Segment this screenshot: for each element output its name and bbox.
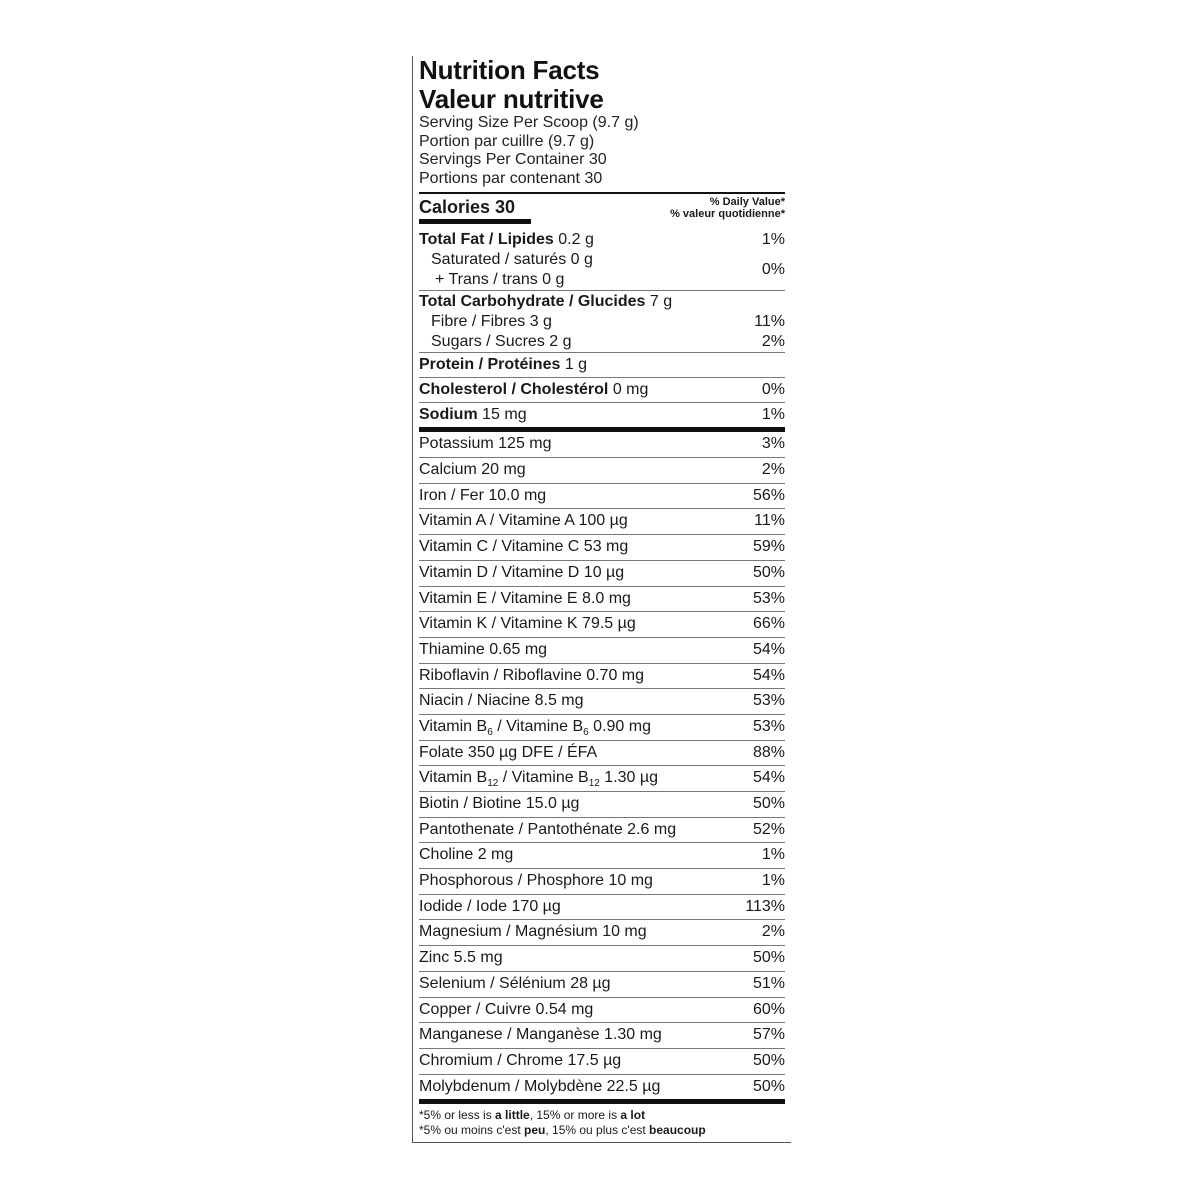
nutrient-name: Iodide / Iode 170 µg (419, 897, 561, 915)
nutrient-row (419, 972, 785, 998)
nutrient-name: Vitamin C / Vitamine C 53 mg (419, 538, 629, 556)
nutrient-pct: 50% (752, 795, 785, 812)
sodium-row (419, 403, 785, 427)
daily-value-fr: % valeur quotidienne* (670, 208, 785, 221)
nutrient-name: Vitamin E / Vitamine E 8.0 mg (419, 589, 631, 607)
sat-trans-block (419, 250, 785, 291)
nutrient-row (419, 1075, 785, 1100)
nutrient-name: Folate 350 µg DFE / ÉFA (419, 743, 598, 761)
sugars-name: Sugars / Sucres 2 g (431, 333, 572, 351)
carb-row (419, 292, 785, 312)
nutrient-pct: 53% (752, 692, 785, 710)
sat-trans-pct: 0% (761, 261, 785, 279)
carb-name: Total Carbohydrate / Glucides (419, 293, 646, 311)
nutrient-pct: 57% (752, 1026, 785, 1044)
nutrient-name: Potassium 125 mg (419, 435, 552, 453)
nutrient-pct: 50% (752, 1051, 785, 1069)
nutrient-row (419, 1049, 785, 1075)
nutrient-name: Niacin / Niacine 8.5 mg (419, 692, 584, 710)
nutrient-row (419, 689, 785, 715)
nutrient-name: Pantothenate / Pantothénate 2.6 mg (419, 820, 677, 838)
nutrient-pct: 1% (761, 872, 785, 890)
title-en: Nutrition Facts (419, 55, 600, 85)
footnote (419, 1104, 785, 1140)
nutrient-pct: 88% (752, 743, 785, 761)
nutrient-pct: 2% (761, 461, 785, 479)
nutrient-name: Vitamin D / Vitamine D 10 µg (419, 563, 625, 581)
nutrient-row (419, 509, 785, 535)
serving-size-en: Serving Size Per Scoop (9.7 g) (419, 114, 639, 131)
nutrient-name: Magnesium / Magnésium 10 mg (419, 923, 647, 941)
nutrient-pct: 113% (745, 897, 785, 915)
sugars-row (419, 332, 785, 353)
servings-per-container-fr: Portions par contenant 30 (419, 169, 603, 187)
nutrient-pct: 66% (752, 615, 785, 633)
nutrient-pct: 54% (752, 769, 785, 787)
nutrient-name: Molybdenum / Molybdène 22.5 µg (419, 1077, 661, 1095)
nutrient-row (419, 869, 785, 895)
nutrient-row (419, 484, 785, 510)
nutrient-name: Calcium 20 mg (419, 461, 526, 479)
nutrient-pct: 53% (752, 589, 785, 607)
daily-value-header (670, 196, 785, 220)
nutrient-pct: 53% (752, 717, 785, 735)
nutrient-row (419, 766, 785, 792)
nutrient-pct: 3% (761, 435, 785, 453)
cholesterol-pct: 0% (761, 381, 785, 399)
nutrient-name: Phosphorous / Phosphore 10 mg (419, 872, 653, 890)
footnote-en: *5% or less is a little, 15% or more is a lot (419, 1108, 646, 1123)
nutrient-name: Biotin / Biotine 15.0 µg (419, 795, 580, 812)
nutrient-name: Choline 2 mg (419, 846, 514, 864)
trans-row: + Trans / trans 0 g (435, 271, 565, 289)
nutrient-row (419, 1023, 785, 1049)
nutrient-row (419, 561, 785, 587)
protein-row (419, 353, 785, 378)
nutrient-row (419, 432, 785, 458)
total-fat-name: Total Fat / Lipides (419, 231, 554, 249)
nutrient-name: Chromium / Chrome 17.5 µg (419, 1051, 622, 1069)
nutrient-row (419, 741, 785, 767)
nutrient-pct: 50% (752, 949, 785, 967)
nutrient-pct: 59% (752, 538, 785, 556)
nutrient-pct: 54% (752, 640, 785, 658)
nutrient-pct: 51% (752, 974, 785, 992)
nutrient-row (419, 818, 785, 844)
nutrient-name: Zinc 5.5 mg (419, 949, 503, 967)
protein-amount: 1 g (564, 356, 588, 374)
nutrient-name: Vitamin $B_6$ / Vitamine $B_6$ 0.90 mg (419, 717, 651, 738)
nutrient-row (419, 792, 785, 818)
sodium-amount: 15 mg (482, 406, 527, 424)
sugars-pct: 2% (761, 333, 785, 351)
title-fr: Valeur nutritive (419, 84, 604, 114)
nutrient-name: Selenium / Sélénium 28 µg (419, 974, 611, 992)
carb-amount: 7 g (649, 293, 673, 311)
nutrient-row (419, 664, 785, 690)
fibre-name: Fibre / Fibres 3 g (431, 313, 552, 331)
nutrient-row (419, 843, 785, 869)
nutrient-pct: 56% (752, 486, 785, 504)
nutrient-pct: 11% (754, 512, 785, 530)
nutrient-row (419, 458, 785, 484)
nutrient-name: Copper / Cuivre 0.54 mg (419, 1000, 594, 1018)
micronutrient-list (419, 432, 785, 1099)
nutrient-pct: 60% (752, 1000, 785, 1018)
nutrient-name: Riboflavin / Riboflavine 0.70 mg (419, 666, 645, 684)
saturated-row: Saturated / saturés 0 g (431, 251, 593, 269)
nutrient-pct: 2% (761, 923, 785, 941)
nutrient-pct: 52% (752, 820, 785, 838)
calories-bar (419, 219, 531, 224)
nutrient-row (419, 638, 785, 664)
daily-value-en: % Daily Value* (709, 196, 785, 209)
nutrient-row (419, 946, 785, 972)
calories-row (419, 194, 785, 224)
nutrient-row (419, 895, 785, 921)
nutrient-name: Thiamine 0.65 mg (419, 640, 548, 658)
protein-name: Protein / Protéines (419, 356, 561, 374)
servings-per-container-en: Servings Per Container 30 (419, 151, 607, 169)
nutrient-pct: 50% (752, 1077, 785, 1095)
nutrient-row (419, 587, 785, 613)
cholesterol-row (419, 378, 785, 403)
sodium-name: Sodium (419, 406, 478, 424)
total-fat-row (419, 230, 785, 250)
nutrient-name: Iron / Fer 10.0 mg (419, 486, 547, 504)
footnote-fr: *5% ou moins c'est peu, 15% ou plus c'est beaucoup (419, 1123, 706, 1138)
serving-size-fr: Portion par cuillre (9.7 g) (419, 132, 595, 150)
total-fat-pct: 1% (761, 231, 785, 249)
nutrient-name: Vitamin K / Vitamine K 79.5 µg (419, 615, 636, 633)
fibre-pct: 11% (754, 313, 785, 331)
nutrient-row (419, 920, 785, 946)
cholesterol-name: Cholesterol / Cholestérol (419, 381, 609, 399)
nutrition-facts-label (412, 56, 791, 1143)
nutrient-pct: 50% (752, 563, 785, 581)
nutrient-row (419, 715, 785, 741)
nutrient-name: Vitamin A / Vitamine A 100 µg (419, 512, 628, 530)
nutrient-pct: 1% (761, 846, 785, 864)
nutrient-name: Manganese / Manganèse 1.30 mg (419, 1026, 662, 1044)
calories: Calories 30 (419, 197, 516, 218)
total-fat-amount: 0.2 g (558, 231, 594, 249)
fibre-row (419, 312, 785, 332)
cholesterol-amount: 0 mg (612, 381, 649, 399)
nutrient-name: Vitamin $B_{12}$ / Vitamine $B_{12}$ 1.30 µg (419, 769, 659, 790)
nutrient-pct: 54% (752, 666, 785, 684)
sodium-pct: 1% (761, 406, 785, 424)
nutrient-row (419, 612, 785, 638)
nutrient-row (419, 998, 785, 1024)
nutrient-row (419, 535, 785, 561)
